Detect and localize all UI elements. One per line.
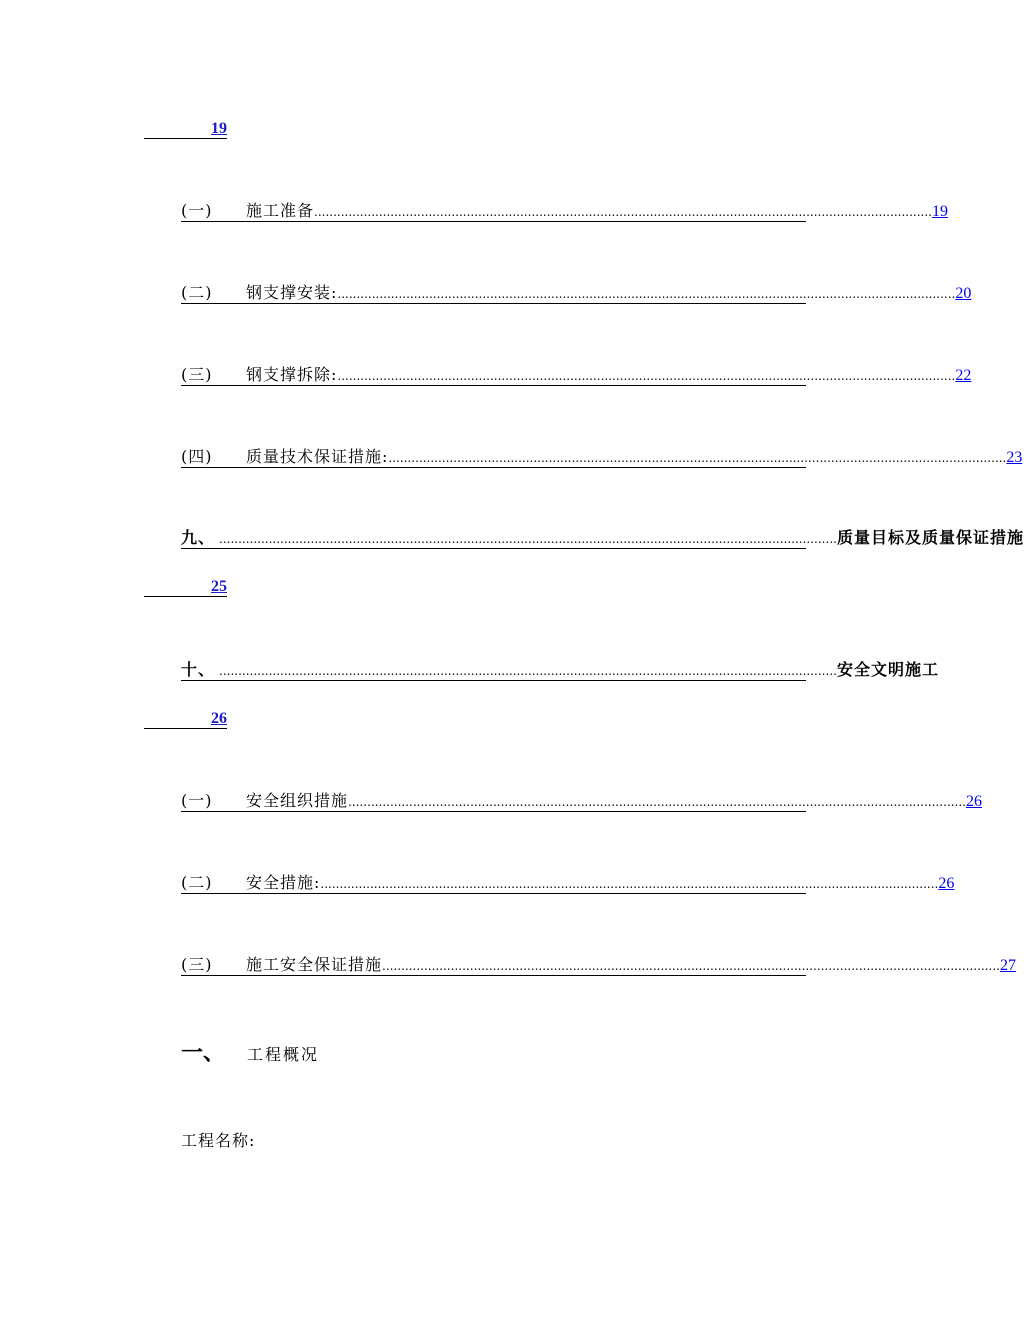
toc-leader-dots: .................................................................................................................................................................. [314, 205, 932, 219]
toc-page-link[interactable]: 26 [938, 875, 955, 892]
toc-leader-dots: .................................................................................................................................................................. [320, 877, 939, 891]
toc-page-link[interactable]: 27 [999, 957, 1016, 974]
toc-chapter-title: 质量目标及质量保证措施 [836, 528, 1024, 547]
section-number: 一、 [181, 1040, 226, 1066]
toc-entry-number: (四) [181, 447, 213, 466]
toc-entry[interactable] [181, 199, 948, 222]
toc-carry-line[interactable] [144, 708, 227, 729]
toc-entry-title: 钢支撑安装: [246, 283, 338, 302]
toc-page-link[interactable]: 19 [211, 120, 227, 137]
toc-entry-number: (一) [181, 201, 213, 220]
toc-chapter-9[interactable] [181, 526, 1024, 549]
toc-entry-number: (二) [181, 283, 213, 302]
toc-entry-number: (二) [181, 873, 213, 892]
toc-page-link[interactable]: 25 [211, 578, 227, 595]
toc-entry[interactable] [181, 445, 1023, 468]
toc-entry[interactable] [181, 363, 972, 386]
toc-entry-title: 施工准备 [246, 201, 315, 220]
toc-page-link[interactable]: 20 [955, 285, 972, 302]
toc-entry-title: 安全组织措施 [246, 791, 349, 810]
project-name-label: 工程名称: [181, 1131, 256, 1150]
section-heading [181, 1036, 319, 1067]
toc-entry[interactable] [181, 789, 982, 812]
toc-page-link[interactable]: 23 [1006, 449, 1023, 466]
toc-page-link[interactable]: 26 [965, 793, 982, 810]
toc-leader-dots: .................................................................................................................................................................. [337, 287, 956, 301]
toc-chapter-number: 九、 [181, 528, 216, 547]
toc-entry[interactable] [181, 281, 972, 304]
toc-page-link[interactable]: 26 [211, 710, 227, 727]
toc-chapter-number: 十、 [181, 660, 216, 679]
toc-entry-number: (三) [181, 365, 213, 384]
toc-entry[interactable] [181, 871, 955, 894]
toc-entry-title: 钢支撑拆除: [246, 365, 338, 384]
toc-carry-line[interactable] [144, 576, 227, 597]
toc-carry-line[interactable] [144, 118, 227, 139]
toc-leader-dots: .................................................................................................................................................................. [382, 959, 1000, 973]
toc-leader-dots: .................................................................................................................................................................. [388, 451, 1007, 465]
toc-entry-title: 施工安全保证措施 [246, 955, 383, 974]
toc-entry-title: 质量技术保证措施: [246, 447, 389, 466]
toc-entry[interactable] [181, 953, 1016, 976]
toc-leader-dots: .................................................................................................................................................................. [219, 532, 837, 546]
toc-entry-number: (一) [181, 791, 213, 810]
toc-leader-dots: .................................................................................................................................................................. [348, 795, 966, 809]
toc-entry-number: (三) [181, 955, 213, 974]
toc-leader-dots: .................................................................................................................................................................. [219, 664, 837, 678]
toc-entry-title: 安全措施: [246, 873, 321, 892]
toc-chapter-10[interactable] [181, 658, 939, 681]
toc-page-link[interactable]: 19 [931, 203, 948, 220]
toc-leader-dots: .................................................................................................................................................................. [337, 369, 956, 383]
section-title: 工程概况 [247, 1045, 320, 1064]
toc-chapter-title: 安全文明施工 [836, 660, 939, 679]
toc-page-link[interactable]: 22 [955, 367, 972, 384]
